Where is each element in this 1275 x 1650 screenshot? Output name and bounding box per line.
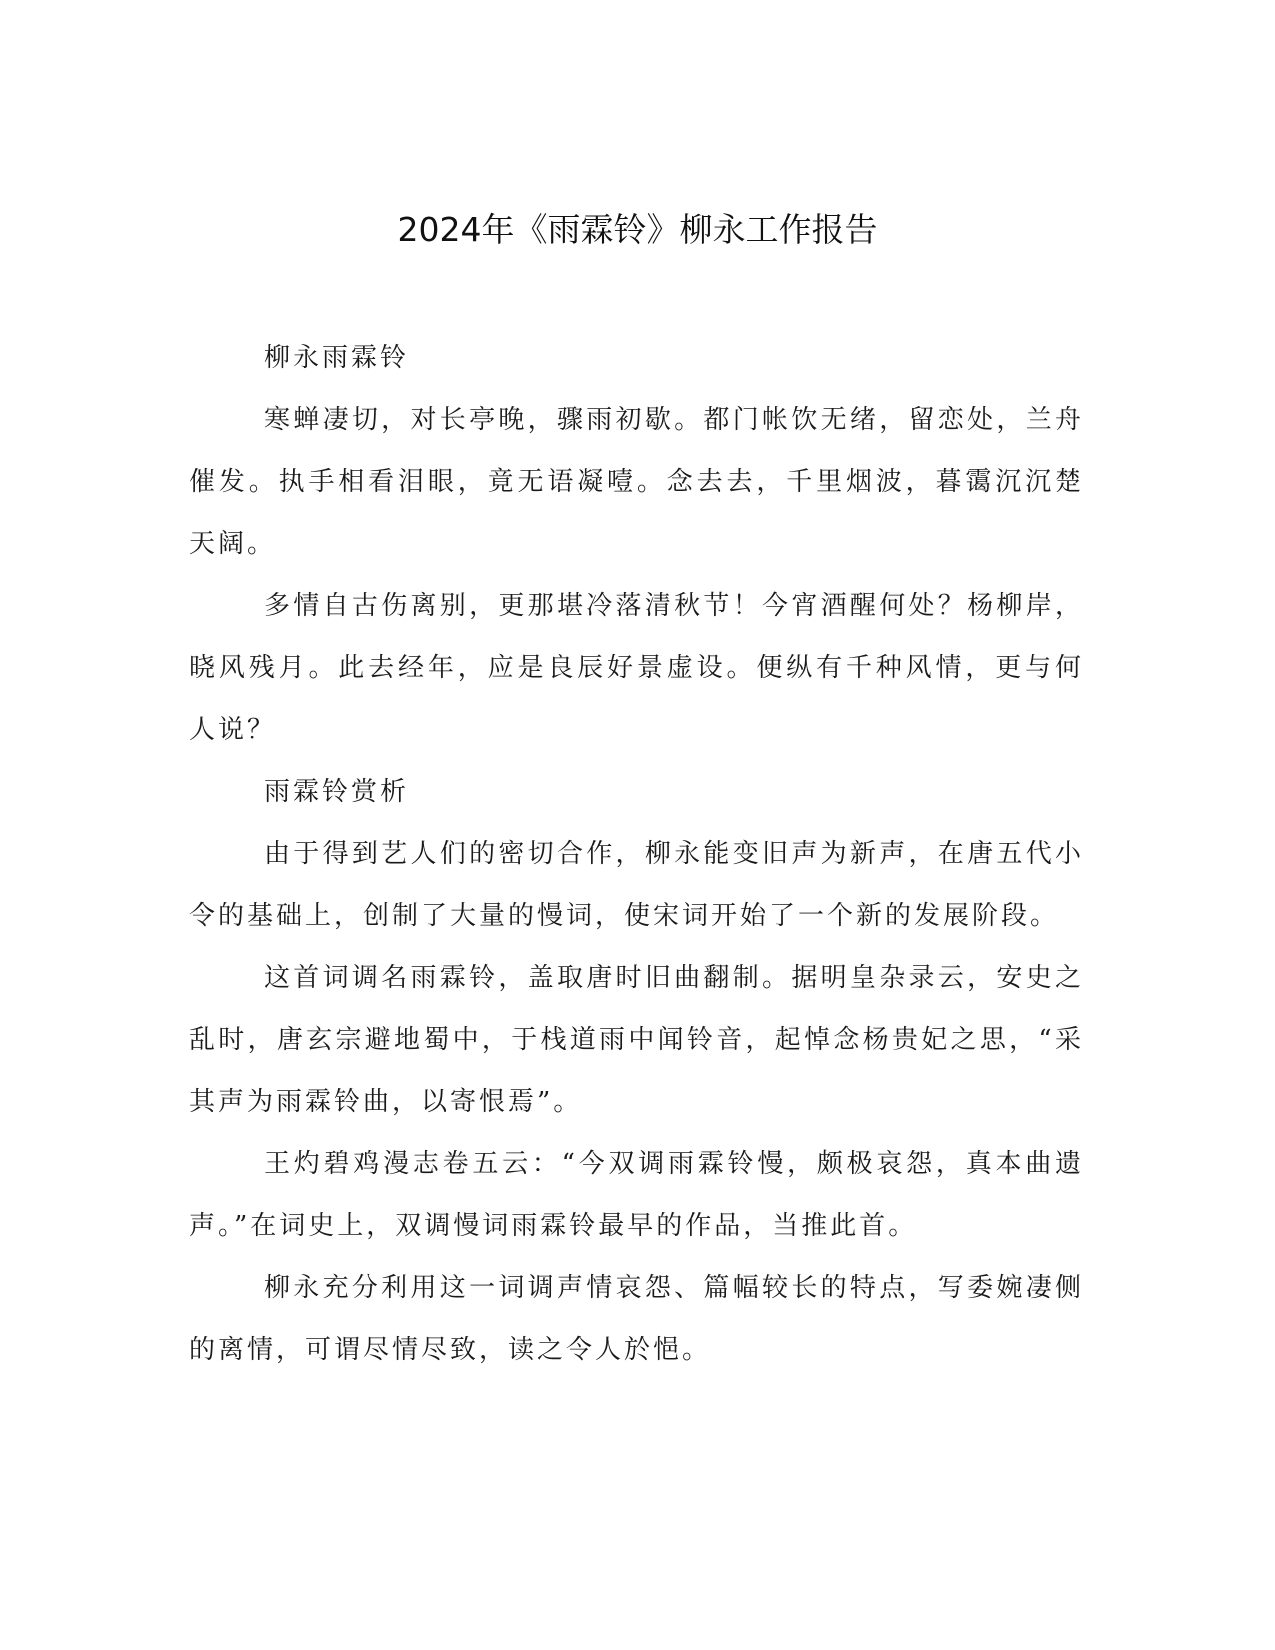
section-heading-analysis: 雨霖铃赏析 (264, 777, 410, 807)
poem-stanza-1: 寒蝉凄切，对长亭晚，骤雨初歇。都门帐饮无绪，留恋处，兰舟催发。执手相看泪眼，竟无语凝噎。念去去，千里烟波，暮霭沉沉楚天阔。 (189, 405, 1084, 559)
document-title: 2024年《雨霖铃》柳永工作报告 (397, 210, 878, 249)
document-body (189, 327, 1084, 1381)
analysis-paragraph-2: 这首词调名雨霖铃，盖取唐时旧曲翻制。据明皇杂录云，安史之乱时，唐玄宗避地蜀中，于栈道雨中闻铃音，起悼念杨贵妃之思，“采其声为雨霖铃曲，以寄恨焉”。 (189, 963, 1084, 1117)
section-heading-poem: 柳永雨霖铃 (264, 343, 410, 373)
poem-stanza-2: 多情自古伤离别，更那堪冷落清秋节！今宵酒醒何处？杨柳岸，晓风残月。此去经年，应是良辰好景虚设。便纵有千种风情，更与何人说？ (189, 591, 1084, 745)
analysis-paragraph-3: 王灼碧鸡漫志卷五云：“今双调雨霖铃慢，颇极哀怨，真本曲遗声。”在词史上，双调慢词雨霖铃最早的作品，当推此首。 (189, 1149, 1084, 1241)
analysis-paragraph-4: 柳永充分利用这一词调声情哀怨、篇幅较长的特点，写委婉凄侧的离情，可谓尽情尽致，读之令人於悒。 (189, 1273, 1084, 1365)
analysis-paragraph-1: 由于得到艺人们的密切合作，柳永能变旧声为新声，在唐五代小令的基础上，创制了大量的慢词，使宋词开始了一个新的发展阶段。 (189, 839, 1084, 931)
